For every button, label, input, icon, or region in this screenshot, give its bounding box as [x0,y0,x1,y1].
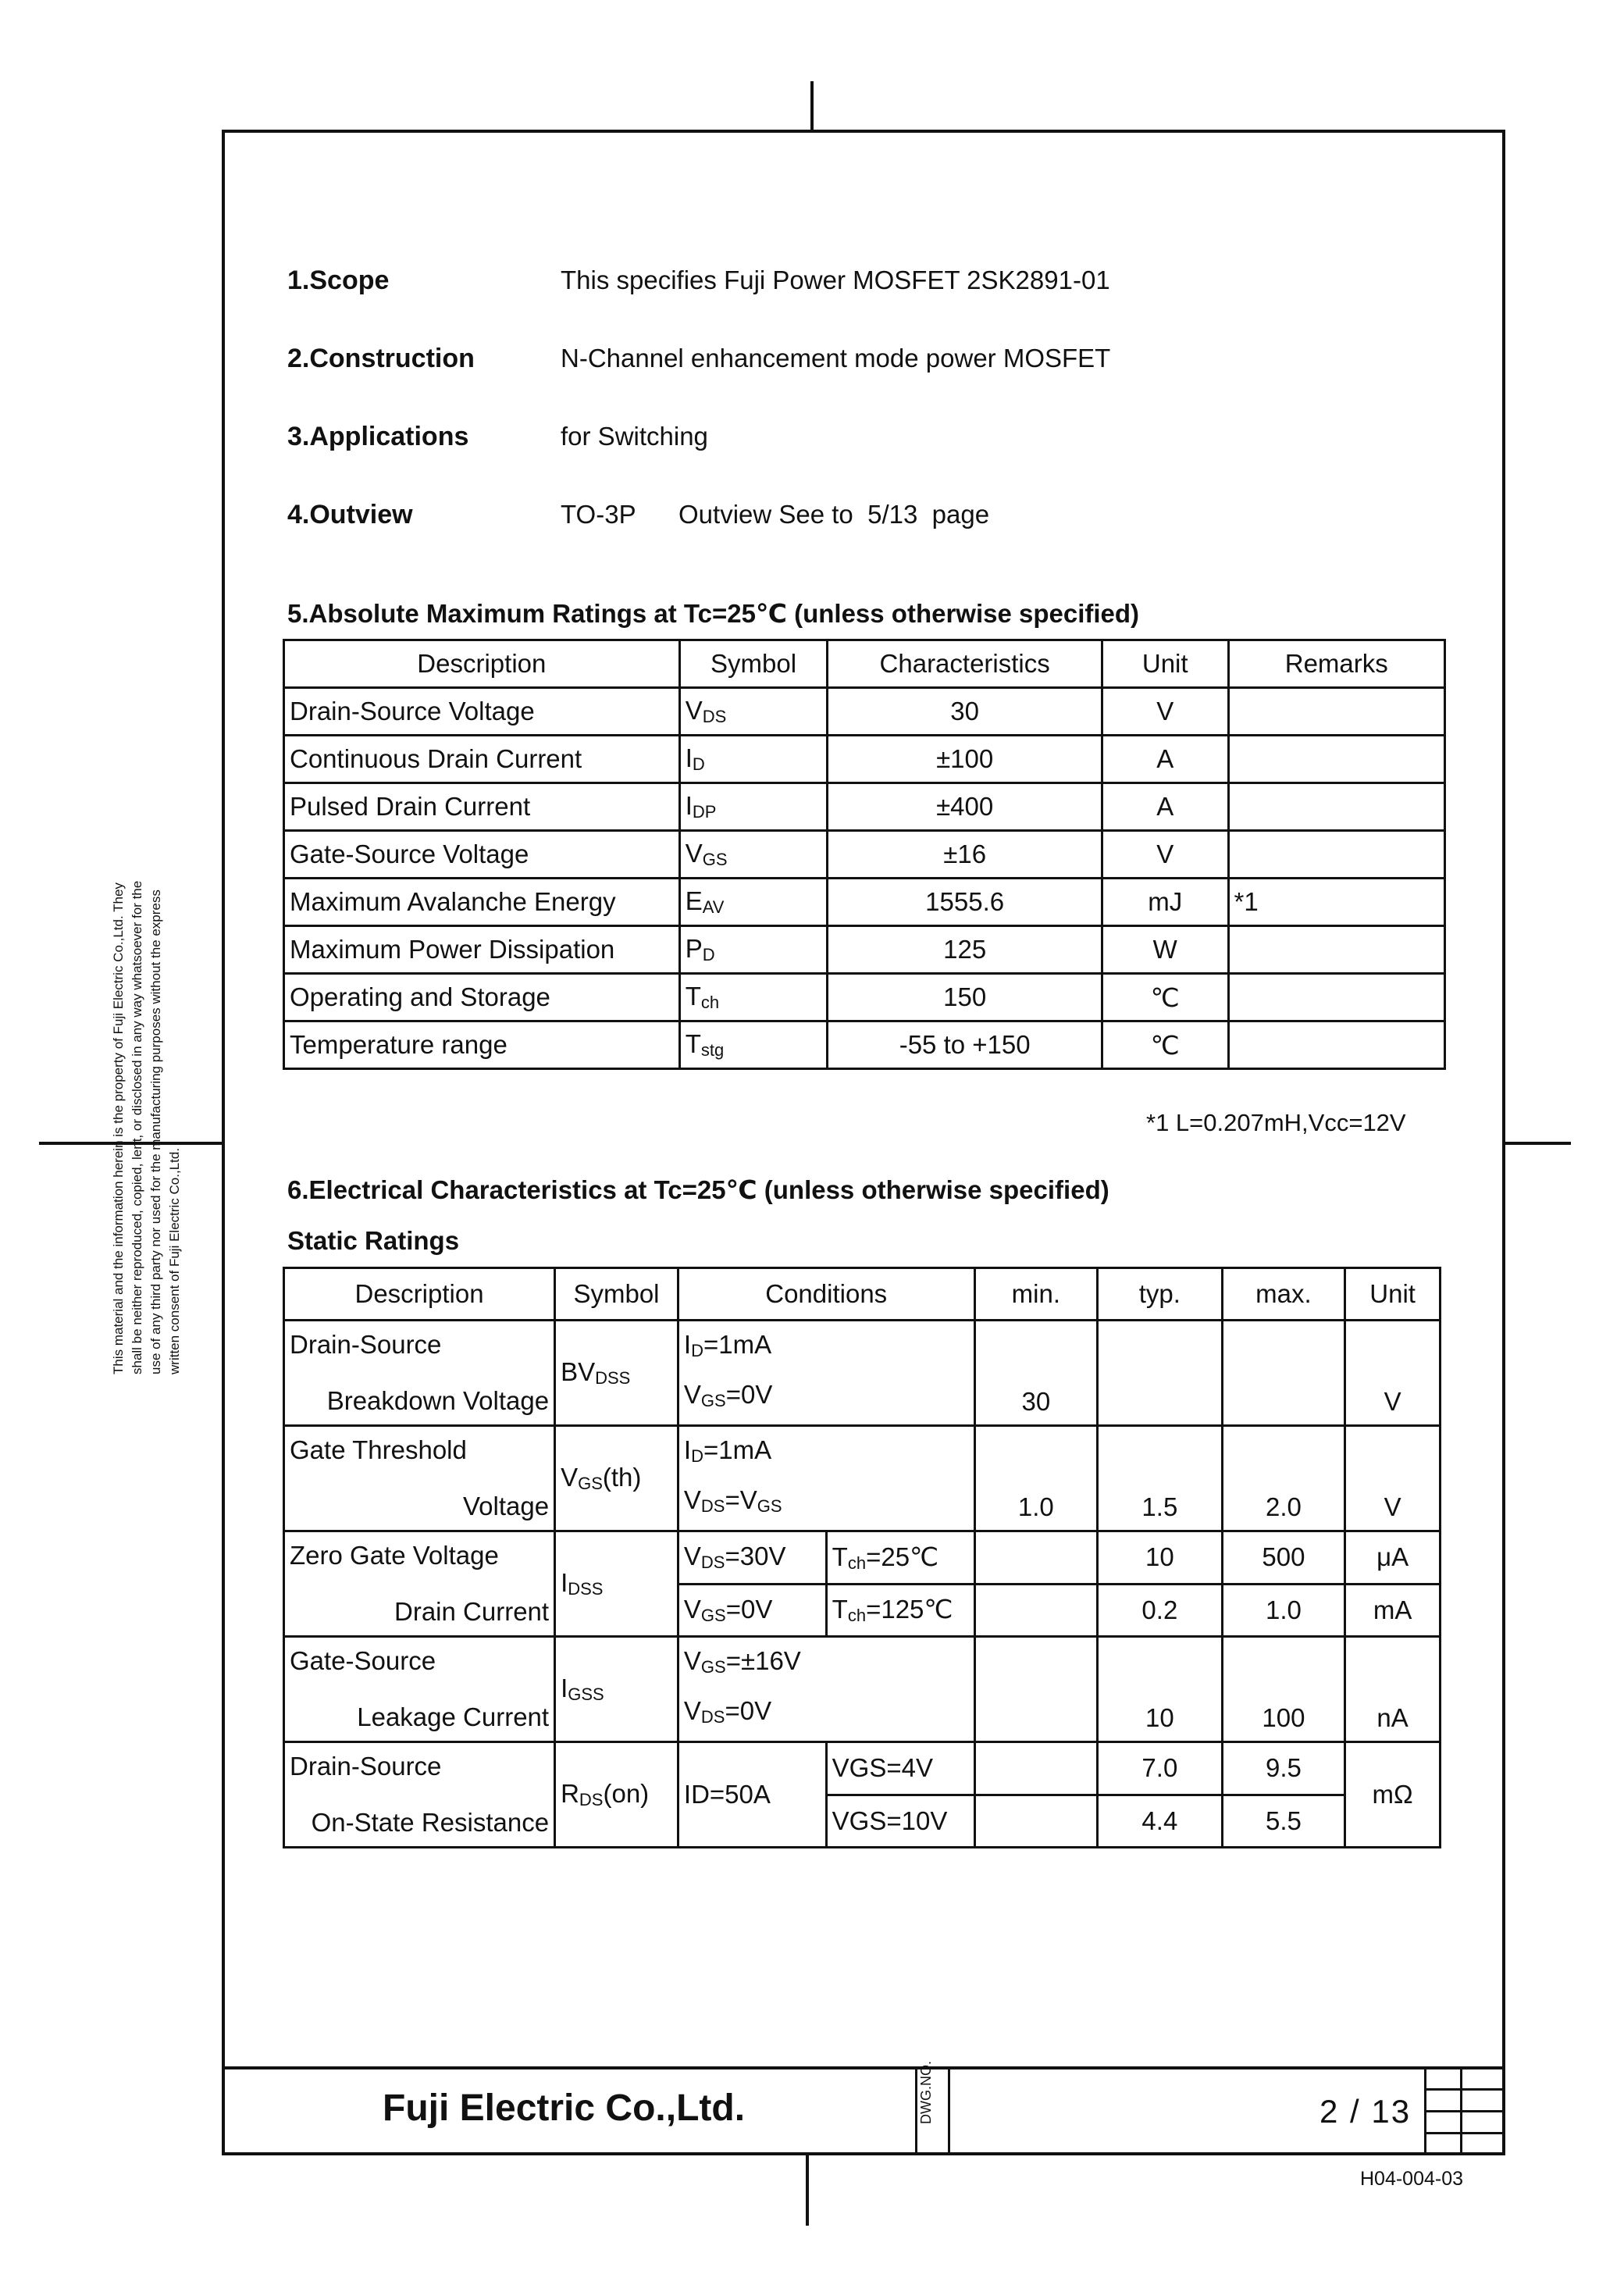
typ-cell: 10 [1098,1637,1223,1742]
typ-cell: 0.2 [1098,1584,1223,1637]
max-cell: 1.0 [1222,1584,1345,1637]
condition-cell: Tch=25℃ [826,1531,974,1585]
value-cell: 150 [828,974,1102,1021]
max-cell [1222,1321,1345,1426]
description-cell: Operating and Storage [284,974,680,1021]
table-row [284,879,1445,926]
header-cell: Description [284,1268,555,1321]
side-legal-note: This material and the information herein is the property of Fuji Electric Co.,Ltd. They shall be neither reproduced, copied, lent, or disclosed in any way whatsoever for the use of any third party nor used for the manufacturing purposes without the express written consent of Fuji Electric Co.,Ltd. [111,880,182,1374]
elec-header-row [284,1268,1441,1321]
conditions-cell: ID=1mA VDS=VGS [678,1426,974,1531]
unit-cell: mA [1345,1584,1441,1637]
table-row [284,1637,1441,1742]
unit-cell: A [1102,736,1228,783]
symbol-cell: VGS [679,831,828,879]
table-row [284,736,1445,783]
conditions-cell: VGS=±16V VDS=0V [678,1637,974,1742]
abs-max-title: 5.Absolute Maximum Ratings at Tc=25℃ (unless otherwise specified) [287,599,1140,628]
unit-cell: V [1345,1426,1441,1531]
value-cell: 30 [828,688,1102,736]
unit-cell: V [1102,688,1228,736]
unit-cell: W [1102,926,1228,974]
typ-cell: 4.4 [1098,1795,1223,1848]
value-cell: ±400 [828,783,1102,831]
registration-mark-top [810,81,814,130]
header-cell: Conditions [678,1268,974,1321]
footer-divider [222,2066,1505,2069]
max-cell: 2.0 [1222,1426,1345,1531]
remarks-cell [1228,736,1444,783]
min-cell [974,1584,1098,1637]
scope-text: This specifies Fuji Power MOSFET 2SK2891-01 [561,266,1110,294]
min-cell [974,1637,1098,1742]
applications-text: for Switching [561,422,708,451]
construction-label: 2.Construction [287,344,475,373]
description-cell: Drain-Source On-State Resistance [284,1742,555,1848]
condition-cell: VDS=30V [678,1531,826,1585]
description-cell: Gate-Source Leakage Current [284,1637,555,1742]
construction-text: N-Channel enhancement mode power MOSFET [561,344,1111,373]
footer-grid-line [1424,2088,1505,2091]
min-cell [974,1742,1098,1795]
description-cell: Maximum Avalanche Energy [284,879,680,926]
conditions-cell: ID=1mA VGS=0V [678,1321,974,1426]
unit-cell: ℃ [1102,1021,1228,1069]
symbol-cell: Tstg [679,1021,828,1069]
table-row [284,974,1445,1021]
registration-mark-bottom [806,2155,809,2226]
description-cell: Gate Threshold Voltage [284,1426,555,1531]
symbol-cell: ID [679,736,828,783]
table-row [284,1531,1441,1585]
unit-cell: mJ [1102,879,1228,926]
remarks-cell [1228,926,1444,974]
symbol-cell: IGSS [555,1637,678,1742]
static-ratings-table [283,1267,1441,1848]
outview-text: TO-3P Outview See to 5/13 page [561,500,990,529]
footer-separator [915,2066,917,2155]
typ-cell: 10 [1098,1531,1223,1585]
description-cell: Drain-Source Breakdown Voltage [284,1321,555,1426]
header-cell: Symbol [679,640,828,688]
condition-cell: ID=50A [678,1742,826,1848]
condition-cell: VGS=4V [826,1742,974,1795]
header-cell: Unit [1102,640,1228,688]
abs-max-table [283,639,1446,1070]
company-name: Fuji Electric Co.,Ltd. [383,2087,746,2129]
condition-cell: Tch=125℃ [826,1584,974,1637]
max-cell: 9.5 [1222,1742,1345,1795]
abs-max-footnote: *1 L=0.207mH,Vcc=12V [1146,1109,1406,1136]
table-row [284,831,1445,879]
table-row [284,1742,1441,1795]
static-ratings-subtitle: Static Ratings [287,1226,460,1255]
value-cell: 125 [828,926,1102,974]
remarks-cell [1228,688,1444,736]
value-cell: -55 to +150 [828,1021,1102,1069]
max-cell: 100 [1222,1637,1345,1742]
dwg-no-label: DWG.NO. [918,2061,934,2124]
description-cell: Zero Gate Voltage Drain Current [284,1531,555,1637]
description-cell: Pulsed Drain Current [284,783,680,831]
typ-cell [1098,1321,1223,1426]
table-row [284,926,1445,974]
header-cell: min. [974,1268,1098,1321]
min-cell: 30 [974,1321,1098,1426]
symbol-cell: VGS(th) [555,1426,678,1531]
scope-label: 1.Scope [287,266,390,295]
symbol-cell: PD [679,926,828,974]
typ-cell: 1.5 [1098,1426,1223,1531]
footer-grid-line [1424,2110,1505,2112]
min-cell: 1.0 [974,1426,1098,1531]
remarks-cell: *1 [1228,879,1444,926]
condition-cell: VGS=10V [826,1795,974,1848]
outview-label: 4.Outview [287,500,413,529]
symbol-cell: IDSS [555,1531,678,1637]
description-cell: Drain-Source Voltage [284,688,680,736]
table-row [284,1021,1445,1069]
table-row [284,1321,1441,1426]
unit-cell: ℃ [1102,974,1228,1021]
value-cell: 1555.6 [828,879,1102,926]
condition-cell: VGS=0V [678,1584,826,1637]
remarks-cell [1228,974,1444,1021]
header-cell: Description [284,640,680,688]
unit-cell: V [1102,831,1228,879]
unit-cell: V [1345,1321,1441,1426]
symbol-cell: BVDSS [555,1321,678,1426]
value-cell: ±100 [828,736,1102,783]
typ-cell: 7.0 [1098,1742,1223,1795]
header-cell: Characteristics [828,640,1102,688]
table-row [284,688,1445,736]
value-cell: ±16 [828,831,1102,879]
elec-title: 6.Electrical Characteristics at Tc=25℃ (unless otherwise specified) [287,1175,1109,1204]
remarks-cell [1228,783,1444,831]
max-cell: 500 [1222,1531,1345,1585]
min-cell [974,1795,1098,1848]
unit-cell: A [1102,783,1228,831]
header-cell: typ. [1098,1268,1223,1321]
symbol-cell: IDP [679,783,828,831]
max-cell: 5.5 [1222,1795,1345,1848]
description-cell: Temperature range [284,1021,680,1069]
remarks-cell [1228,1021,1444,1069]
min-cell [974,1531,1098,1585]
description-cell: Continuous Drain Current [284,736,680,783]
registration-mark-right [1505,1142,1571,1145]
unit-cell: mΩ [1345,1742,1441,1848]
footer-separator [948,2066,950,2155]
symbol-cell: EAV [679,879,828,926]
footer-grid-line [1424,2132,1505,2134]
unit-cell: nA [1345,1637,1441,1742]
header-cell: Symbol [555,1268,678,1321]
page-number: 2 / 13 [1320,2093,1412,2130]
header-cell: max. [1222,1268,1345,1321]
abs-max-header-row [284,640,1445,688]
symbol-cell: RDS(on) [555,1742,678,1848]
applications-label: 3.Applications [287,422,469,451]
header-cell: Remarks [1228,640,1444,688]
header-cell: Unit [1345,1268,1441,1321]
document-number: H04-004-03 [1360,2168,1464,2190]
table-row [284,1426,1441,1531]
remarks-cell [1228,831,1444,879]
symbol-cell: VDS [679,688,828,736]
description-cell: Maximum Power Dissipation [284,926,680,974]
table-row [284,783,1445,831]
unit-cell: μA [1345,1531,1441,1585]
symbol-cell: Tch [679,974,828,1021]
description-cell: Gate-Source Voltage [284,831,680,879]
